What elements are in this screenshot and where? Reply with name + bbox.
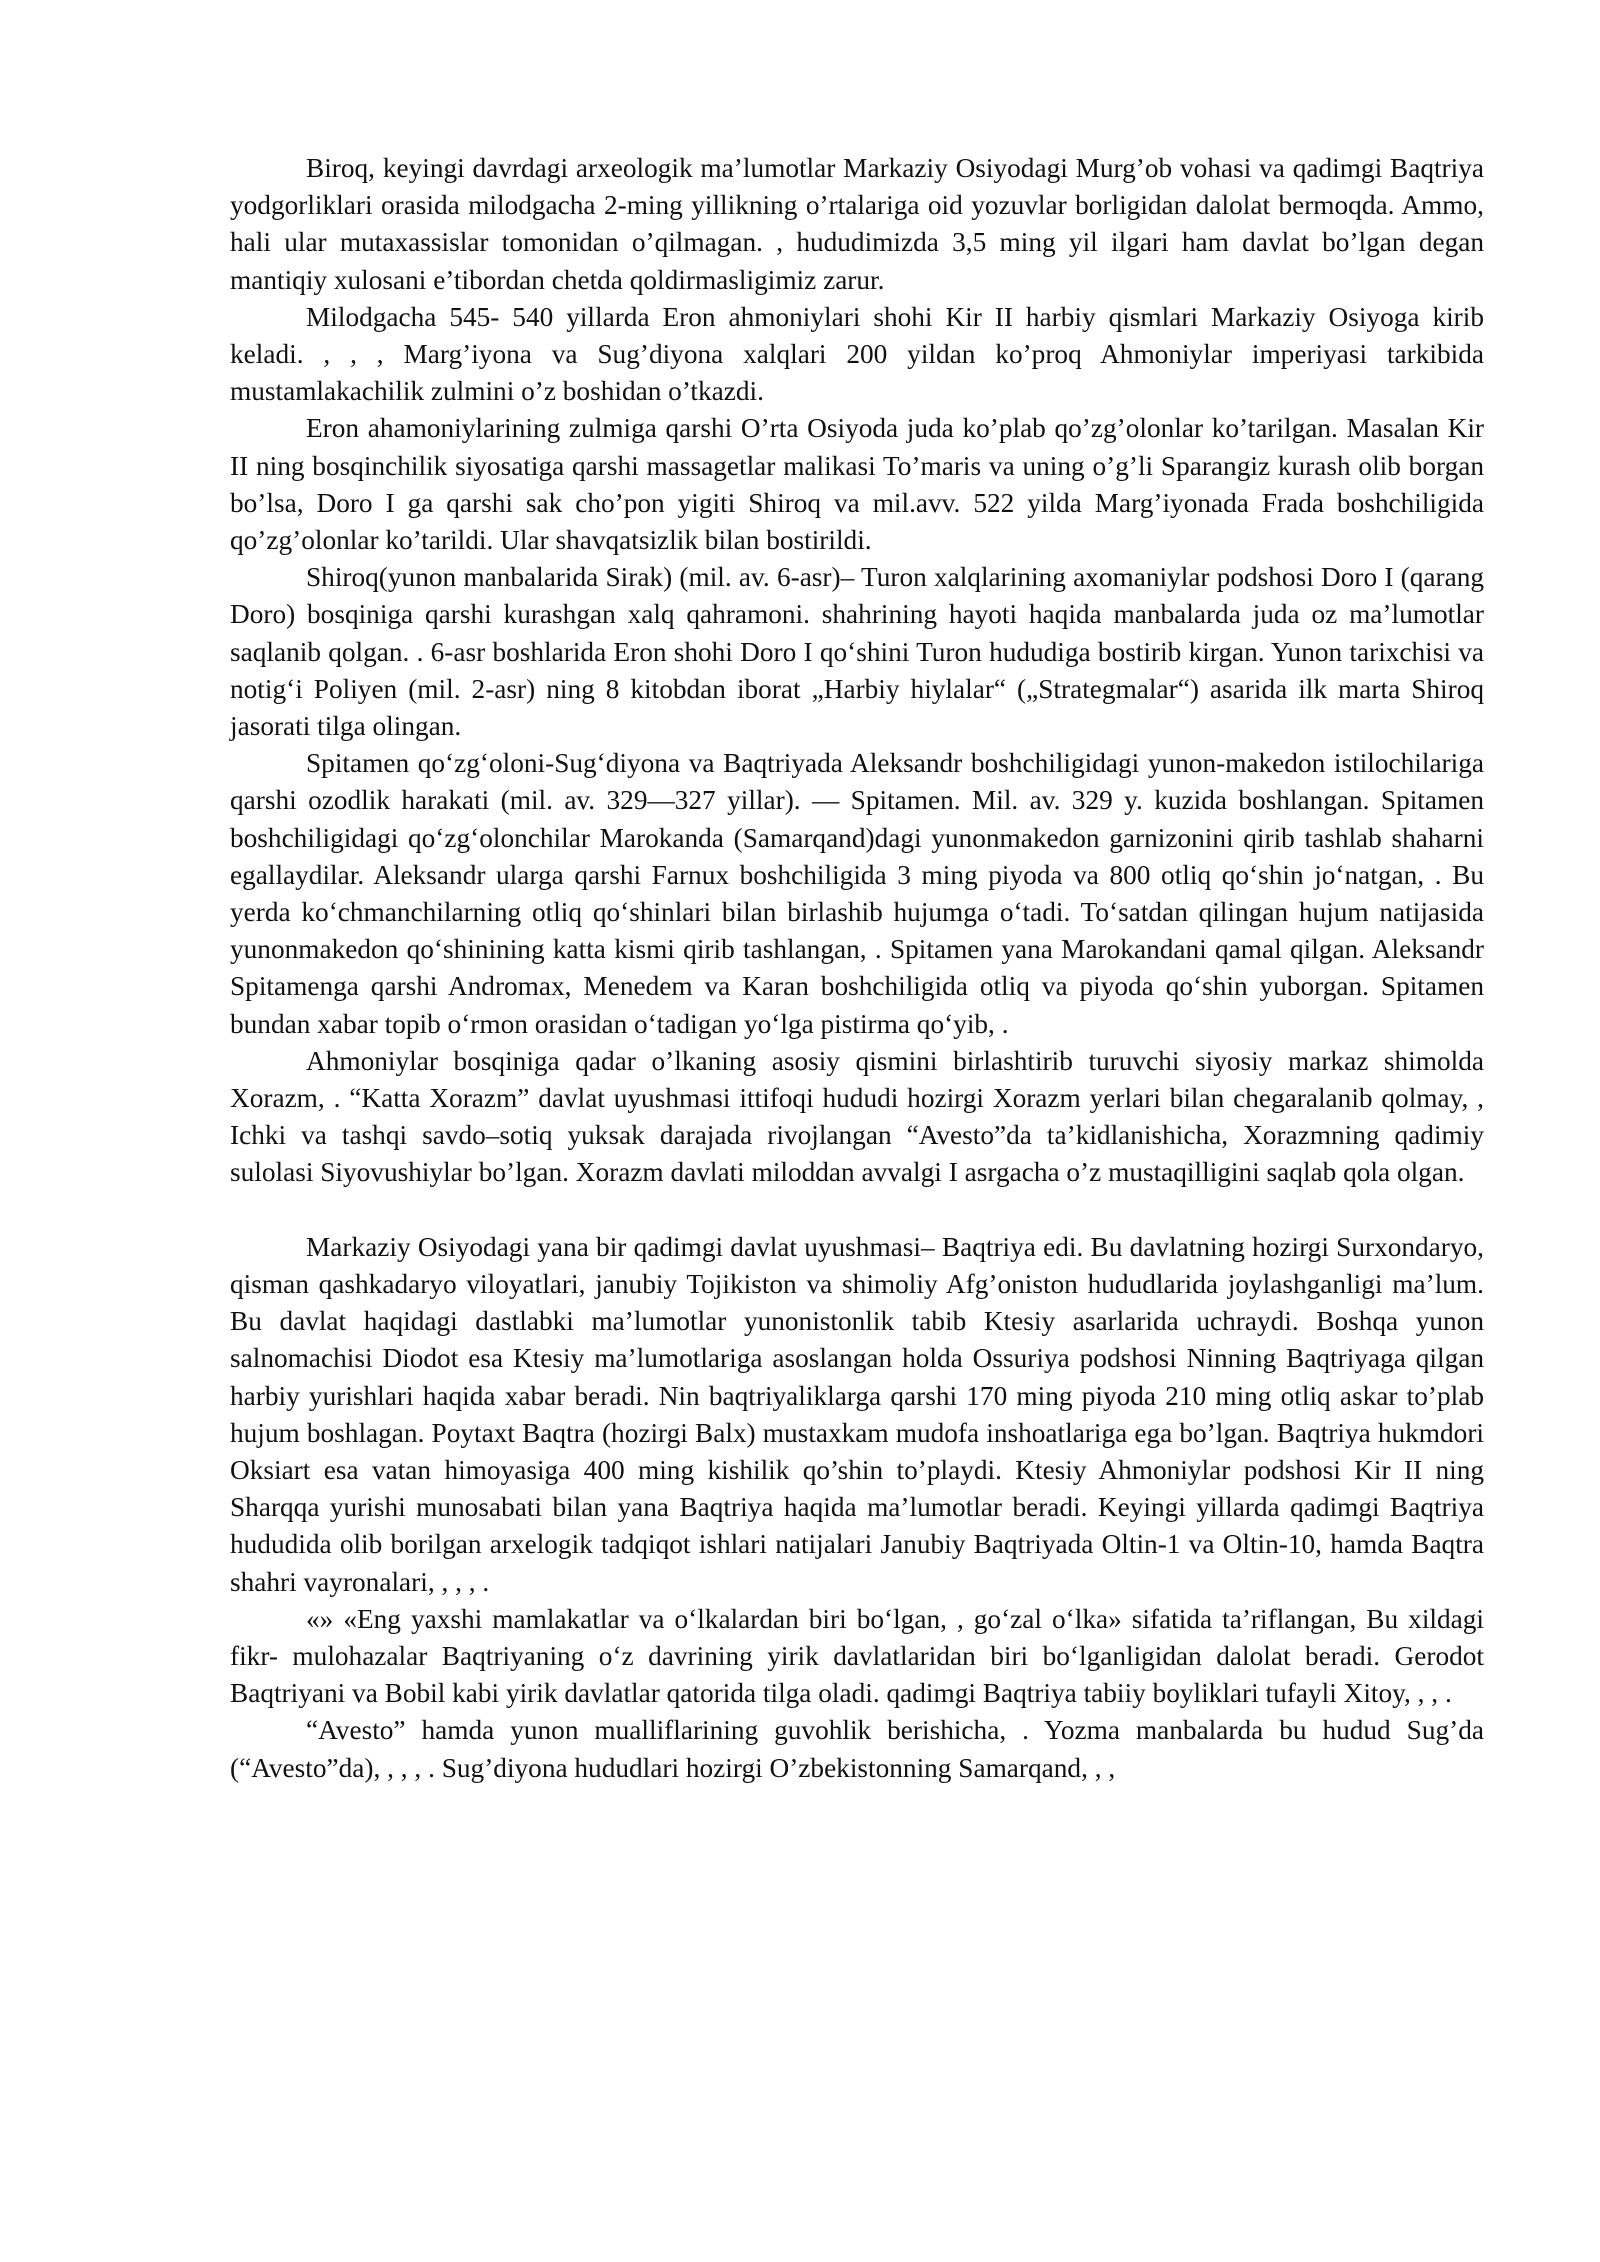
paragraph-spitamen: Spitamen qo‘zg‘oloni-Sug‘diyona va Baqtriyada Aleksandr boshchiligidagi yunon-makedon istilochilariga qarshi ozodlik harakati (mil. av. 329—327 yillar). — Spitamen. Mil. av. 329 y. kuzida boshlangan. Spitamen boshchiligidagi qo‘zg‘olonchilar Marokanda (Samarqand)dagi yunonmakedon garnizonini qirib tashlab shaharni egallaydilar. Aleksandr ularga qarshi Farnux boshchiligida 3 ming piyoda va 800 otliq qo‘shin jo‘natgan, . Bu yerda ko‘chmanchilarning otliq qo‘shinlari bilan birlashib hujumga o‘tadi. To‘satdan qilingan hujum natijasida yunonmakedon qo‘shinining katta kismi qirib tashlangan, . Spitamen yana Marokandani qamal qilgan. Aleksandr Spitamenga qarshi Andromax, Menedem va Karan boshchiligida otliq va piyoda qo‘shin yuborgan. Spitamen bundan xabar topib o‘rmon orasidan o‘tadigan yo‘lga pistirma qo‘yib, . <box>230 748 1484 1039</box>
paragraph-bactria-praise: «» «Eng yaxshi mamlakatlar va o‘lkalardan biri bo‘lgan, , go‘zal o‘lka» sifatida ta’riflangan, Bu xildagi fikr- mulohazalar Baqtriyaning o‘z davrining yirik davlatlaridan biri bo‘lganligidan dalolat beradi. Gerodot Baqtriyani va Bobil kabi yirik davlatlar qatorida tilga oladi. qadimgi Baqtriya tabiiy boyliklari tufayli Xitoy, , , . <box>230 1603 1484 1709</box>
paragraph-shiroq: Shiroq(yunon manbalarida Sirak) (mil. av. 6-asr)– Turon xalqlarining axomaniylar podshosi Doro I (qarang Doro) bosqiniga qarshi kurashgan xalq qahramoni. shahrining hayoti haqida manbalarda juda oz ma’lumotlar saqlanib qolgan. . 6-asr boshlarida Eron shohi Doro I qo‘shini Turon hududiga bostirib kirgan. Yunon tarixchisi va notig‘i Poliyen (mil. 2-asr) ning 8 kitobdan iborat „Harbiy hiylalar“ („Strategmalar“) asarida ilk marta Shiroq jasorati tilga olingan. <box>230 562 1484 742</box>
paragraph-bactria: Markaziy Osiyodagi yana bir qadimgi davlat uyushmasi– Baqtriya edi. Bu davlatning hozirgi Surxondaryo, qisman qashkadaryo viloyatlari, janubiy Tojikiston va shimoliy Afg’oniston hududlarida joylashganligi ma’lum. Bu davlat haqidagi dastlabki ma’lumotlar yunonistonlik tabib Ktesiy asarlarida uchraydi. Boshqa yunon salnomachisi Diodot esa Ktesiy ma’lumotlariga asoslangan holda Ossuriya podshosi Ninning Baqtriyaga qilgan harbiy yurishlari haqida xabar beradi. Nin baqtriyaliklarga qarshi 170 ming piyoda 210 ming otliq askar to’plab hujum boshlagan. Poytaxt Baqtra (hozirgi Balx) mustaxkam mudofa inshoatlariga ega bo’lgan. Baqtriya hukmdori Oksiart esa vatan himoyasiga 400 ming kishilik qo’shin to’playdi. Ktesiy Ahmoniylar podshosi Kir II ning Sharqqa yurishi munosabati bilan yana Baqtriya haqida ma’lumotlar beradi. Keyingi yillarda qadimgi Baqtriya hududida olib borilgan arxelogik tadqiqot ishlari natijalari Janubiy Baqtriyada Oltin-1 va Oltin-10, hamda Baqtra shahri vayronalari, , , , . <box>230 1231 1484 1597</box>
paragraph-archaeology: Biroq, keyingi davrdagi arxeologik ma’lumotlar Markaziy Osiyodagi Murg’ob vohasi va qadimgi Baqtriya yodgorliklari orasida milodgacha 2-ming yillikning o’rtalariga oid yozuvlar borligidan dalolat bermoqda. Ammo, hali ular mutaxassislar tomonidan o’qilmagan. , hududimizda 3,5 ming yil ilgari ham davlat bo’lgan degan mantiqiy xulosani e’tibordan chetda qoldirmasligimiz zarur. <box>230 153 1484 295</box>
document-page <box>230 150 1484 1787</box>
paragraph-sogdiana: “Avesto” hamda yunon mualliflarining guvohlik berishicha, . Yozma manbalarda bu hudud Sug’da (“Avesto”da), , , , . Sug’diyona hududlari hozirgi O’zbekistonning Samarqand, , , <box>230 1715 1484 1783</box>
paragraph-uprisings: Eron ahamoniylarining zulmiga qarshi O’rta Osiyoda juda ko’plab qo’zg’olonlar ko’tarilgan. Masalan Kir II ning bosqinchilik siyosatiga qarshi massagetlar malikasi To’maris va uning o’g’li Sparangiz kurash olib borgan bo’lsa, Doro I ga qarshi sak cho’pon yigiti Shiroq va mil.avv. 522 yilda Marg’iyonada Frada boshchiligida qo’zg’olonlar ko’tarildi. Ular shavqatsizlik bilan bostirildi. <box>230 413 1484 556</box>
paragraph-khorezm: Ahmoniylar bosqiniga qadar o’lkaning asosiy qismini birlashtirib turuvchi siyosiy markaz shimolda Xorazm, . “Katta Xorazm” davlat uyushmasi ittifoqi hududi hozirgi Xorazm yerlari bilan chegaralanib qolmay, , Ichki va tashqi savdo–sotiq yuksak darajada rivojlangan “Avesto”da ta’kidlanishicha, Xorazmning qadimiy sulolasi Siyovushiylar bo’lgan. Xorazm davlati miloddan avvalgi I asrgacha o’z mustaqilligini saqlab qola olgan. <box>230 1045 1484 1188</box>
paragraph-achaemenid-invasion: Milodgacha 545- 540 yillarda Eron ahmoniylari shohi Kir II harbiy qismlari Markaziy Osiyoga kirib keladi. , , , Marg’iyona va Sug’diyona xalqlari 200 yildan ko’proq Ahmoniylar imperiyasi tarkibida mustamlakachilik zulmini o’z boshidan o’tkazdi. <box>230 301 1484 407</box>
